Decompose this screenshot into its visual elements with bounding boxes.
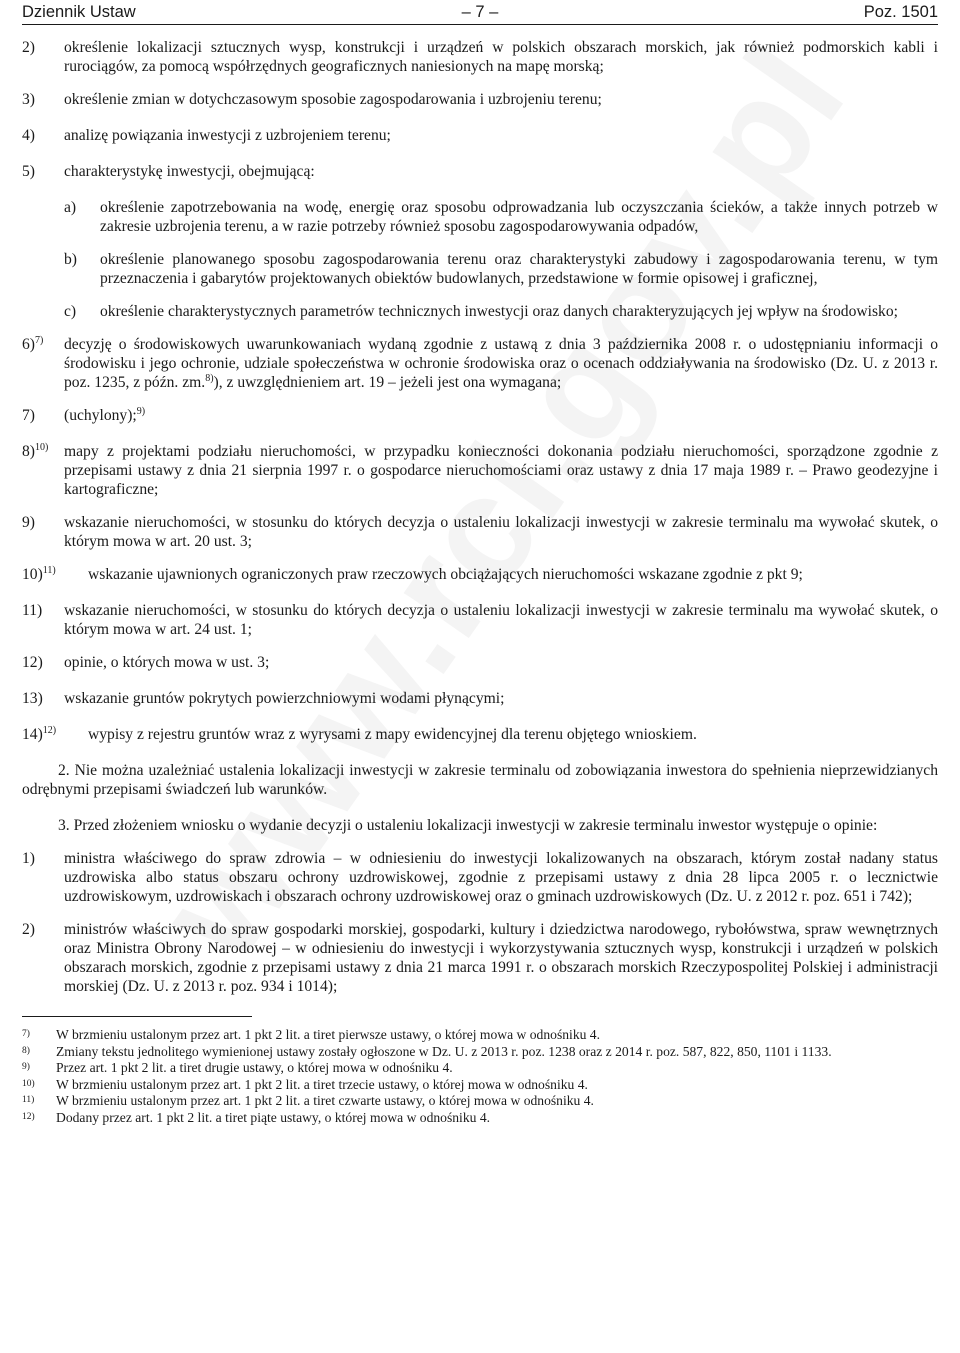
item-number: 11) — [22, 602, 43, 619]
item-text: wskazanie nieruchomości, w stosunku do których decyzja o ustaleniu lokalizacji inwestycji w zakresie terminalu ma wywołać skutek, o którym mowa w art. 24 ust. 1; — [64, 602, 938, 638]
footnote-ref: 12) — [42, 725, 57, 736]
item-number: 1) — [22, 850, 35, 867]
item-text: opinie, o których mowa w ust. 3; — [64, 654, 270, 671]
list-item-11 — [22, 601, 938, 639]
item-text: wskazanie ujawnionych ograniczonych praw rzeczowych obciążających nieruchomości wskazane zgodnie z pkt 9; — [88, 566, 803, 583]
list-item-10 — [22, 565, 938, 584]
document-body — [22, 38, 938, 1126]
item-text: analizę powiązania inwestycji z uzbrojeniem terenu; — [64, 127, 391, 144]
list-item-4 — [22, 126, 938, 145]
list-item-14 — [22, 725, 938, 744]
list-item-8 — [22, 442, 938, 499]
footnote-text: W brzmieniu ustalonym przez art. 1 pkt 2 lit. a tiret czwarte ustawy, o której mowa w odnośniku 4. — [56, 1093, 594, 1108]
list-item-6 — [22, 335, 938, 392]
item-text: decyzję o środowiskowych uwarunkowaniach wydaną zgodnie z ustawą z dnia 3 października 2008 r. o udostępnianiu informacji o środowisku i jego ochronie, udziale społeczeństwa w ochronie środowiska oraz o ocenach oddziaływania na środowisko (Dz. U. z 2013 r. poz. 1235, z późn. zm.$^{8)}$), z uwzględnieniem art. 19 – jeżeli jest ona wymagana; — [64, 336, 938, 391]
item-text: wskazanie gruntów pokrytych powierzchniowymi wodami płynącymi; — [64, 690, 505, 707]
footnote — [22, 1027, 938, 1044]
footnote-ref: 8) — [205, 373, 214, 384]
sub-item-letter: c) — [64, 303, 77, 320]
list-item-13 — [22, 689, 938, 708]
list-item-3 — [22, 90, 938, 109]
paragraph-3: 3. Przed złożeniem wniosku o wydanie decyzji o ustaleniu lokalizacji inwestycji w zakresie terminalu inwestor występuje o opinie: — [58, 817, 878, 834]
footnote-ref: 7) — [35, 335, 44, 346]
footnote-number: 7) — [22, 1029, 30, 1039]
footnote — [22, 1077, 938, 1094]
position-number: Poz. 1501 — [863, 3, 938, 21]
sub-item-c — [64, 302, 938, 321]
list-item-2 — [22, 38, 938, 76]
paragraph-2: 2. Nie można uzależniać ustalenia lokalizacji inwestycji w zakresie terminalu od zobowiązania inwestora do spełnienia nieprzewidzianych odrębnymi przepisami świadczeń lub warunków. — [22, 762, 938, 798]
item-text: charakterystykę inwestycji, obejmującą: — [64, 163, 315, 180]
journal-title: Dziennik Ustaw — [22, 3, 136, 21]
footnote-ref: 10) — [35, 442, 49, 453]
sub-item-text: określenie planowanego sposobu zagospodarowania terenu oraz charakterystyki zabudowy i zagospodarowania terenu, w tym przeznaczenia i gabarytów projektowanych obiektów budowlanych, przedstawione w formie opisowej i graficznej, — [100, 251, 938, 287]
item-number: 3) — [22, 91, 35, 108]
page-header — [22, 0, 938, 25]
footnote — [22, 1093, 938, 1110]
list-item-7 — [22, 406, 938, 425]
footnote — [22, 1044, 938, 1061]
sub-item-text: określenie zapotrzebowania na wodę, energię oraz sposobu odprowadzania lub oczyszczania ścieków, a także innych potrzeb w zakresie uzbrojenia terenu, a w razie potrzeby również sposobu zagospodarowywania odpadów, — [100, 199, 938, 235]
footnote-ref: 9) — [136, 406, 146, 417]
item-text: mapy z projektami podziału nieruchomości, w przypadku konieczności dokonania podziału nieruchomości, sporządzone zgodnie z przepisami ustawy z dnia 21 sierpnia 1997 r. o gospodarce nieruchomościami oraz ustawy z dnia 17 maja 1989 r. – Prawo geodezyjne i kartograficzne; — [64, 443, 938, 498]
page-number: – 7 – — [461, 3, 499, 21]
footnotes — [22, 1027, 938, 1126]
footnote-number: 8) — [22, 1045, 30, 1056]
item-number: 7) — [22, 407, 35, 424]
list-item-12 — [22, 653, 938, 672]
footnote-text: W brzmieniu ustalonym przez art. 1 pkt 2 lit. a tiret trzecie ustawy, o której mowa w odnośniku 4. — [56, 1076, 588, 1092]
item-number: 8)$^{10)}$ — [22, 442, 49, 460]
item-number: 12) — [22, 654, 43, 671]
item-number: 10)$^{11)}$ — [22, 565, 56, 583]
sub-item-text: określenie charakterystycznych parametrów technicznych inwestycji oraz danych charakteryzujących jej wpływ na środowisko; — [100, 303, 898, 320]
footnote-number: 10) — [22, 1078, 35, 1089]
footnote — [22, 1060, 938, 1077]
item-number: 6)$^{7)}$ — [22, 335, 44, 353]
sub-item-letter: b) — [64, 251, 77, 268]
item-text: (uchylony);$^{9)}$ — [64, 406, 146, 424]
opinion-item-1 — [22, 849, 938, 906]
sub-item-b — [64, 250, 938, 288]
list-item-5 — [22, 162, 938, 181]
item-number: 13) — [22, 690, 43, 707]
footnote-ref: 11) — [42, 565, 56, 576]
footnote — [22, 1110, 938, 1127]
footnote-text: W brzmieniu ustalonym przez art. 1 pkt 2 lit. a tiret pierwsze ustawy, o której mowa w odnośniku 4. — [56, 1027, 601, 1042]
footnote-separator — [22, 1016, 252, 1017]
item-number: 2) — [22, 39, 35, 56]
item-text: ministra właściwego do spraw zdrowia – w odniesieniu do inwestycji lokalizowanych na obszarach, którym został nadany status uzdrowiska albo status obszaru ochrony uzdrowiskowej, zgodnie z przepisami ustawy z dnia 28 lipca 2005 r. o lecznictwie uzdrowiskowym, uzdrowiskach i obszarach ochrony uzdrowiskowej oraz o gminach uzdrowiskowych (Dz. U. z 2012 r. poz. 651 i 742); — [64, 850, 938, 905]
item-number: 9) — [22, 514, 35, 531]
item-number: 4) — [22, 127, 35, 144]
item-text: określenie lokalizacji sztucznych wysp, konstrukcji i urządzeń w polskich obszarach morskich, jak również podmorskich kabli i rurociągów, za pomocą współrzędnych geograficznych naniesionych na mapę morską; — [64, 39, 938, 75]
list-item-9 — [22, 513, 938, 551]
item-text: wskazanie nieruchomości, w stosunku do których decyzja o ustaleniu lokalizacji inwestycji w zakresie terminalu ma wywołać skutek, o którym mowa w art. 20 ust. 3; — [64, 514, 938, 550]
item-number: 2) — [22, 921, 35, 938]
footnote-text: Dodany przez art. 1 pkt 2 lit. a tiret piąte ustawy, o której mowa w odnośniku 4. — [56, 1109, 491, 1125]
sub-item-letter: a) — [64, 199, 77, 216]
item-number: 14)$^{12)}$ — [22, 725, 57, 743]
item-number: 5) — [22, 163, 35, 180]
footnote-text: Przez art. 1 pkt 2 lit. a tiret drugie ustawy, o której mowa w odnośniku 4. — [56, 1060, 453, 1075]
sub-item-a — [64, 198, 938, 236]
item-text: ministrów właściwych do spraw gospodarki morskiej, gospodarki, kultury i dziedzictwa narodowego, rybołówstwa, spraw wewnętrznych oraz Ministra Obrony Narodowej – w odniesieniu do inwestycji i wykorzystywania sztucznych wysp, konstrukcji i urządzeń w polskich obszarach morskich, zgodnie z przepisami ustawy z dnia 21 marca 1991 r. o obszarach morskich Rzeczypospolitej Polskiej i administracji morskiej (Dz. U. z 2013 r. poz. 934 i 1014); — [64, 921, 938, 995]
footnote-text: Zmiany tekstu jednolitego wymienionej ustawy zostały ogłoszone w Dz. U. z 2013 r. poz. 1238 oraz z 2014 r. poz. 587, 822, 850, 1101 i 1133. — [56, 1043, 832, 1059]
footnote-number: 11) — [22, 1095, 35, 1105]
footnote-number: 9) — [22, 1062, 30, 1072]
item-text: wypisy z rejestru gruntów wraz z wyrysami z mapy ewidencyjnej dla terenu objętego wnioskiem. — [88, 726, 697, 743]
footnote-number: 12) — [22, 1111, 35, 1122]
item-text: określenie zmian w dotychczasowym sposobie zagospodarowania i uzbrojeniu terenu; — [64, 91, 602, 108]
opinion-item-2 — [22, 920, 938, 996]
